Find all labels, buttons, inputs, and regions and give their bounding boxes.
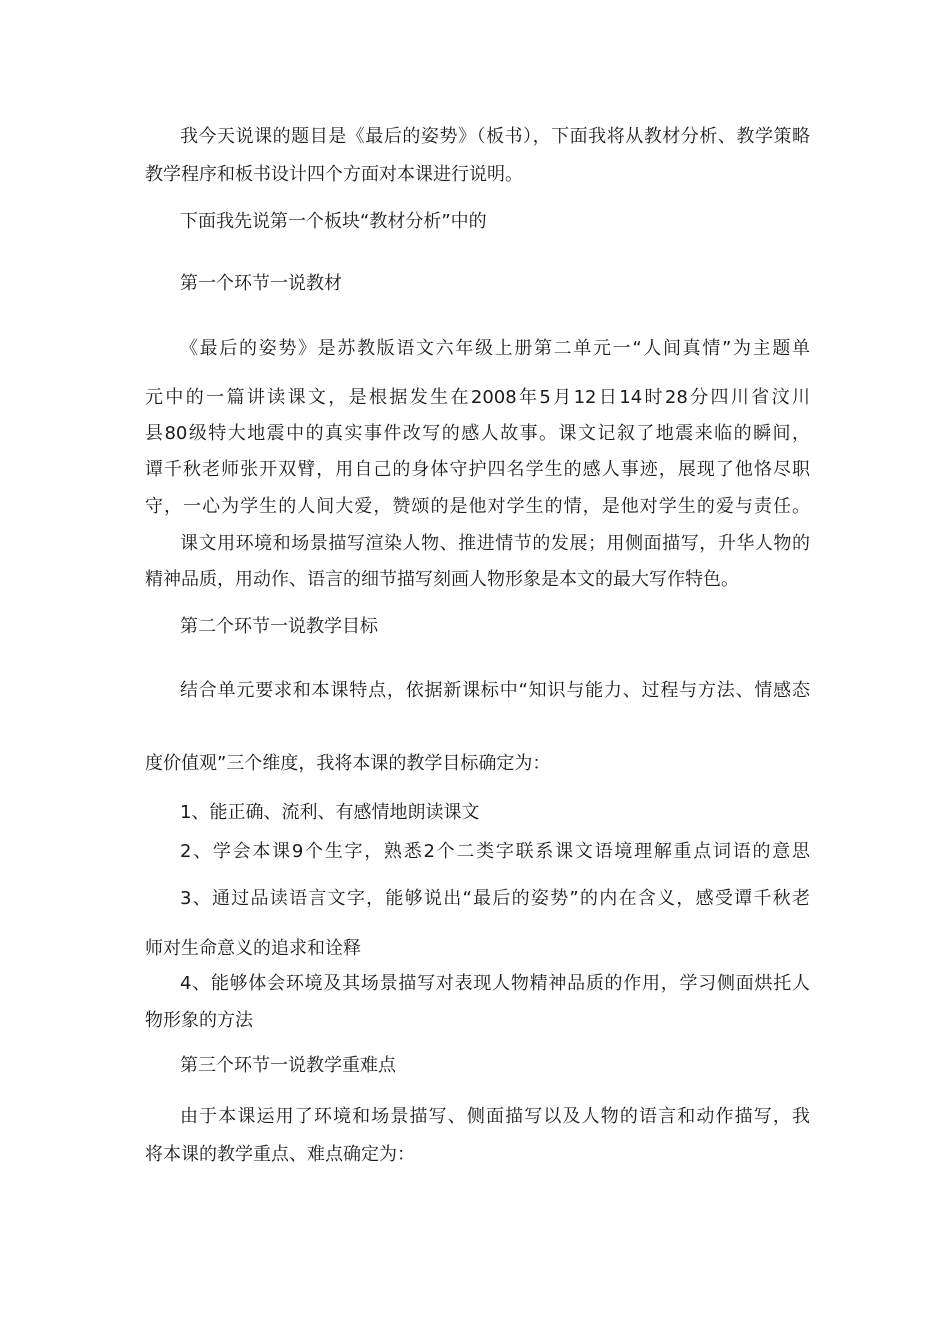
intro-line-1: 我今天说课的题目是《最后的姿势》（板书），下面我将从教材分析、教学策略 [180,126,810,147]
paragraph-line: 精神品质，用动作、语言的细节描写刻画人物形象是本文的最大写作特色。 [145,569,739,590]
paragraph-line: 谭千秋老师张开双臂，用自己的身体守护四名学生的感人事迹，展现了他恪尽职 [145,459,810,480]
paragraph-line: 结合单元要求和本课特点，依据新课标中“知识与能力、过程与方法、情感态 [180,680,810,701]
heading-key-points: 第三个环节一说教学重难点 [180,1055,396,1076]
objective-item-3: 3、通过品读语言文字，能够说出“最后的姿势”的内在含义，感受谭千秋老 [180,888,810,909]
objective-item-2: 2、学会本课9个生字，熟悉2个二类字联系课文语境理解重点词语的意思 [180,841,810,862]
heading-textbook: 第一个环节一说教材 [180,273,342,294]
paragraph-line: 元中的一篇讲读课文，是根据发生在2008年5月12日14时28分四川省汶川 [145,387,810,408]
paragraph-line: 守，一心为学生的人间大爱，赞颂的是他对学生的情，是他对学生的爱与责任。 [145,496,810,517]
objective-item-1: 1、能正确、流利、有感情地朗读课文 [180,802,480,823]
paragraph-line: 县80级特大地震中的真实事件改写的感人故事。课文记叙了地震来临的瞬间， [145,423,810,444]
intro-line-2: 教学程序和板书设计四个方面对本课进行说明。 [145,164,523,185]
heading-objectives: 第二个环节一说教学目标 [180,616,378,637]
section-intro: 下面我先说第一个板块“教材分析”中的 [180,211,487,232]
paragraph-line: 由于本课运用了环境和场景描写、侧面描写以及人物的语言和动作描写，我 [180,1106,810,1127]
paragraph-line: 《最后的姿势》是苏教版语文六年级上册第二单元一“人间真情”为主题单 [180,338,810,359]
paragraph-line: 度价值观”三个维度，我将本课的教学目标确定为： [145,753,551,774]
objective-item-4: 4、能够体会环境及其场景描写对表现人物精神品质的作用，学习侧面烘托人 [180,973,810,994]
paragraph-line: 将本课的教学重点、难点确定为： [145,1144,415,1165]
objective-item-3-cont: 师对生命意义的追求和诠释 [145,938,361,959]
paragraph-line: 课文用环境和场景描写渲染人物、推进情节的发展；用侧面描写，升华人物的 [180,533,810,554]
objective-item-4-cont: 物形象的方法 [145,1010,253,1031]
